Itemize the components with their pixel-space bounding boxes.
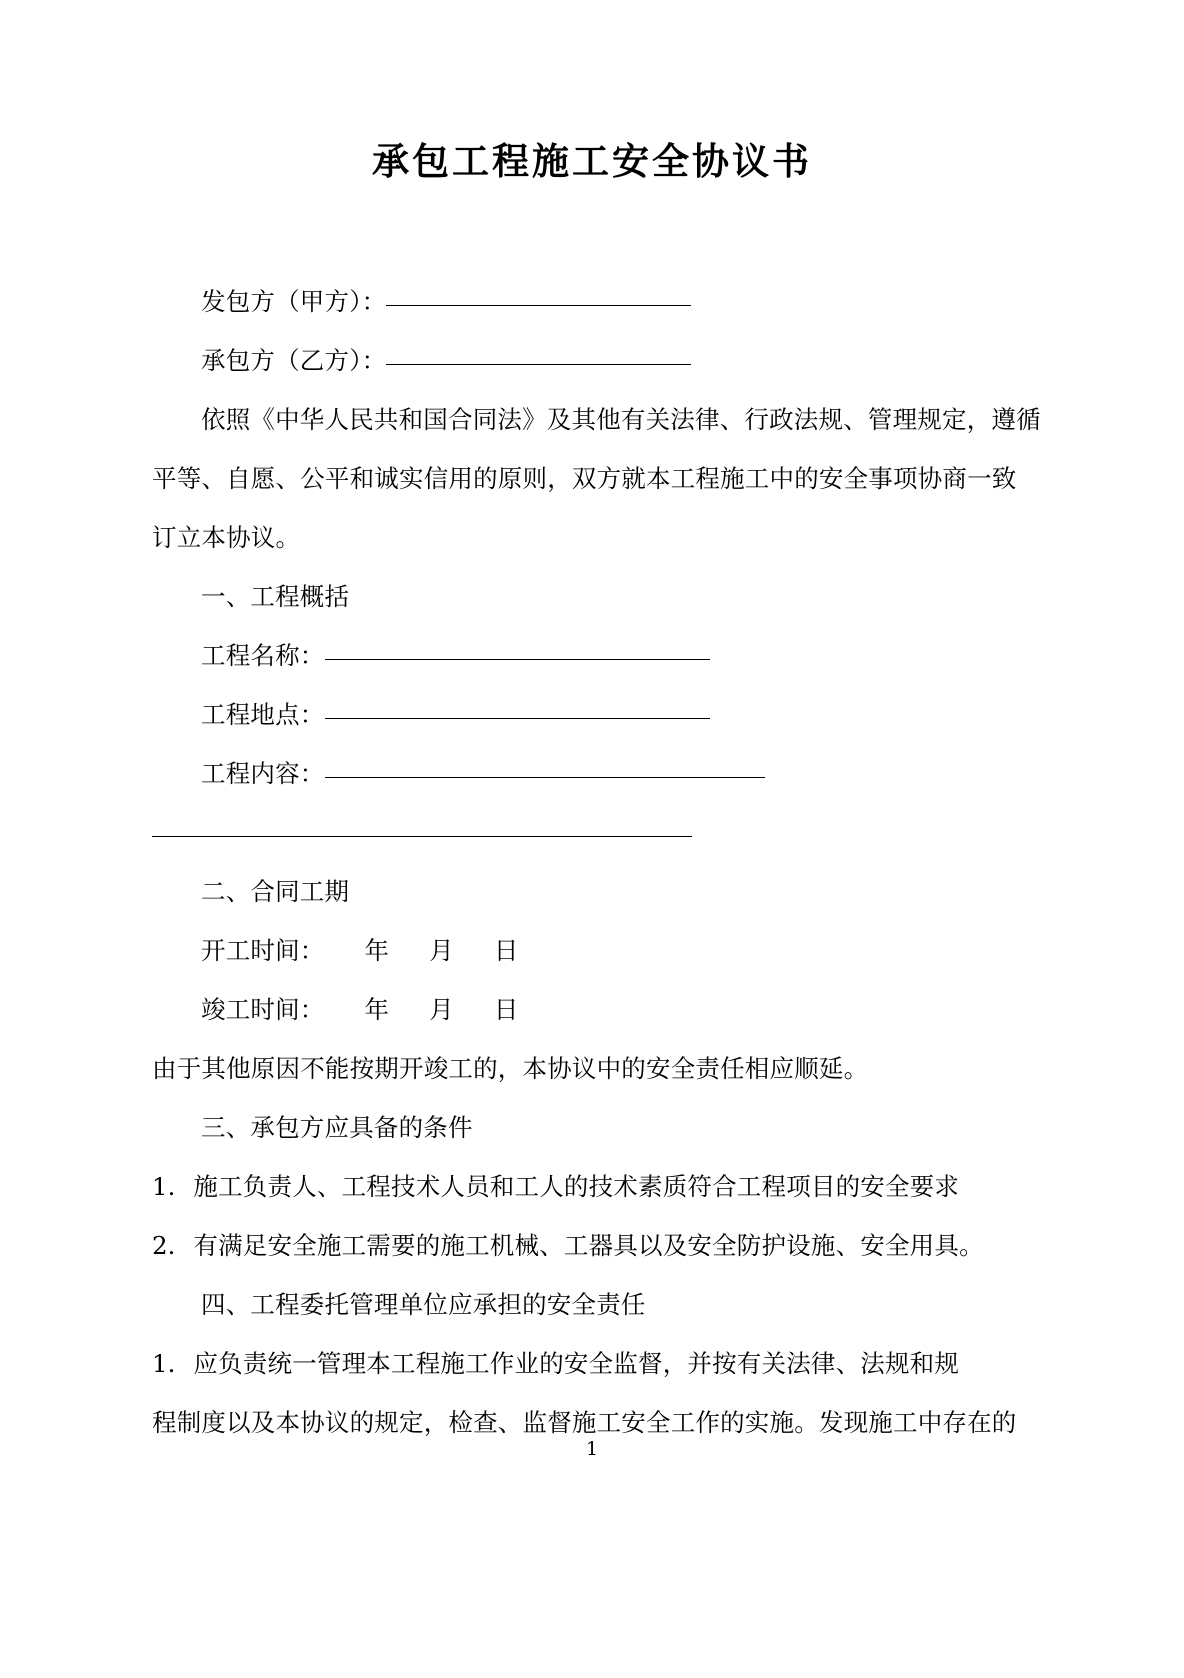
field-project-location — [152, 685, 1032, 744]
field-finish-date-month[interactable]: 月 — [429, 995, 454, 1024]
field-start-date-year[interactable]: 年 — [364, 936, 390, 965]
field-start-date — [152, 921, 1032, 980]
page-number: 1 — [585, 1438, 599, 1460]
field-project-location-label: 工程地点： — [201, 700, 325, 729]
list-item-text: 有满足安全施工需要的施工机械、工器具以及安全防护设施、安全用具。 — [193, 1231, 984, 1260]
list-item-text: 应负责统一管理本工程施工作业的安全监督，并按有关法律、法规和规 — [193, 1349, 960, 1378]
field-finish-date — [152, 980, 1032, 1039]
section-heading-3: 三、承包方应具备的条件 — [201, 1113, 473, 1142]
field-start-date-day[interactable]: 日 — [493, 936, 519, 965]
field-project-content-blank[interactable] — [325, 777, 765, 778]
field-project-content-continuation — [152, 803, 1032, 862]
field-finish-date-label: 竣工时间： — [201, 995, 325, 1024]
field-project-name-label: 工程名称： — [201, 641, 325, 670]
list-item-text: 施工负责人、工程技术人员和工人的技术素质符合工程项目的安全要求 — [193, 1172, 960, 1201]
field-party-a-label: 发包方（甲方）： — [201, 287, 387, 316]
section-heading-1: 一、工程概括 — [201, 582, 350, 611]
field-project-content-label: 工程内容： — [201, 759, 325, 788]
field-finish-date-day[interactable]: 日 — [493, 995, 519, 1024]
preamble-line-3: 订立本协议。 — [152, 523, 301, 552]
field-finish-date-year[interactable]: 年 — [364, 995, 390, 1024]
preamble-line-1: 依照《中华人民共和国合同法》及其他有关法律、行政法规、管理规定，遵循 — [201, 405, 1041, 434]
field-start-date-label: 开工时间： — [201, 936, 325, 965]
section-2-note: 由于其他原因不能按期开竣工的，本协议中的安全责任相应顺延。 — [152, 1054, 869, 1083]
field-party-b-label: 承包方（乙方）： — [201, 346, 387, 375]
list-item-number: 1. — [152, 1349, 176, 1378]
field-party-a — [152, 272, 1032, 331]
field-project-content — [152, 744, 1032, 803]
document-body — [152, 272, 1041, 1452]
list-item — [152, 1334, 1032, 1393]
preamble-line-2: 平等、自愿、公平和诚实信用的原则，双方就本工程施工中的安全事项协商一致 — [152, 464, 1017, 493]
field-project-name — [152, 626, 1032, 685]
list-item-continuation: 程制度以及本协议的规定，检查、监督施工安全工作的实施。发现施工中存在的 — [152, 1408, 1017, 1437]
section-heading-4: 四、工程委托管理单位应承担的安全责任 — [201, 1290, 646, 1319]
field-party-a-blank[interactable] — [386, 305, 691, 306]
field-project-content-blank-2[interactable] — [152, 836, 692, 837]
list-item — [152, 1216, 1032, 1275]
list-item-number: 1. — [152, 1172, 176, 1201]
section-heading-2: 二、合同工期 — [201, 877, 350, 906]
page-title: 承包工程施工安全协议书 — [372, 140, 812, 183]
list-item — [152, 1157, 1032, 1216]
list-item-number: 2. — [152, 1231, 176, 1260]
field-project-location-blank[interactable] — [325, 718, 710, 719]
field-party-b — [152, 331, 1032, 390]
field-project-name-blank[interactable] — [325, 659, 710, 660]
field-start-date-month[interactable]: 月 — [429, 936, 454, 965]
field-party-b-blank[interactable] — [386, 364, 691, 365]
